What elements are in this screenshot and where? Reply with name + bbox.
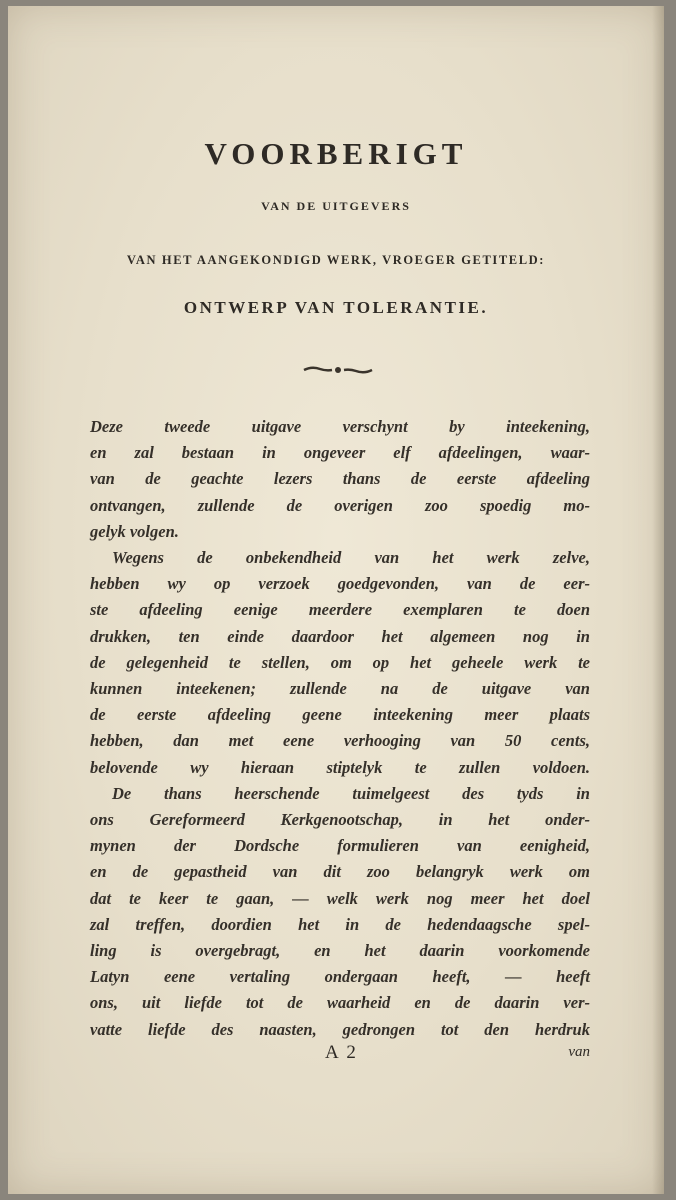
subtitle-work-title: ONTWERP VAN TOLERANTIE. (183, 298, 489, 317)
page-footer (90, 1042, 590, 1072)
text-line: de eerste afdeeling geene inteekening meer plaats (90, 705, 590, 725)
text-line: hebben, dan met eene verhooging van 50 cents, (90, 731, 590, 751)
text-line: gelyk volgen. (90, 521, 179, 541)
document-page (8, 6, 664, 1194)
page-title: VOORBERIGT (204, 136, 468, 171)
subtitle-publishers: VAN DE UITGEVERS (261, 199, 411, 213)
text-line: ons, uit liefde tot de waarheid en de daarin ver- (90, 993, 590, 1013)
text-line: de gelegenheid te stellen, om op het geheele werk te (90, 652, 590, 672)
text-line: mynen der Dordsche formulieren van eenigheid, (90, 836, 590, 856)
text-line: ste afdeeling eenige meerdere exemplaren te doen (90, 600, 590, 620)
page-edge-shadow (652, 6, 664, 1194)
text-line: van de geachte lezers thans de eerste afdeeling (90, 469, 590, 489)
text-line: belovende wy hieraan stiptelyk te zullen voldoen. (90, 757, 590, 777)
text-line: zal treffen, doordien het in de hedendaagsche spel- (90, 914, 590, 934)
text-line: drukken, ten einde daardoor het algemeen nog in (90, 626, 590, 646)
text-line: Latyn eene vertaling ondergaan heeft, — heeft (90, 967, 590, 987)
text-line: Deze tweede uitgave verschynt by inteekening, (90, 417, 590, 436)
text-line: en zal bestaan in ongeveer elf afdeelingen, waar- (90, 443, 590, 463)
text-line: kunnen inteekenen; zullende na de uitgave van (90, 679, 590, 699)
text-line: vatte liefde des naasten, gedrongen tot den herdruk (90, 1019, 590, 1039)
text-line: hebben wy op verzoek goedgevonden, van de eer- (90, 574, 590, 594)
text-line: ontvangen, zullende de overigen zoo spoedig mo- (90, 495, 590, 515)
text-line: ons Gereformeerd Kerkgenootschap, in het onder- (90, 810, 590, 830)
text-line: De thans heerschende tuimelgeest des tyds in (112, 783, 590, 803)
signature-mark: A 2 (325, 1042, 358, 1063)
text-line: dat te keer te gaan, — welk werk nog meer het doel (90, 888, 590, 908)
text-line: ling is overgebragt, en het daarin voorkomende (90, 941, 590, 961)
ornament-divider-icon (298, 364, 378, 376)
catchword: van (568, 1044, 590, 1060)
preface-body-text (90, 414, 590, 1043)
text-line: en de gepastheid van dit zoo belangryk werk om (90, 862, 590, 882)
text-line: Wegens de onbekendheid van het werk zelve, (112, 548, 590, 568)
subtitle-announced-work: VAN HET AANGEKONDIGD WERK, VROEGER GETITELD: (126, 253, 546, 267)
